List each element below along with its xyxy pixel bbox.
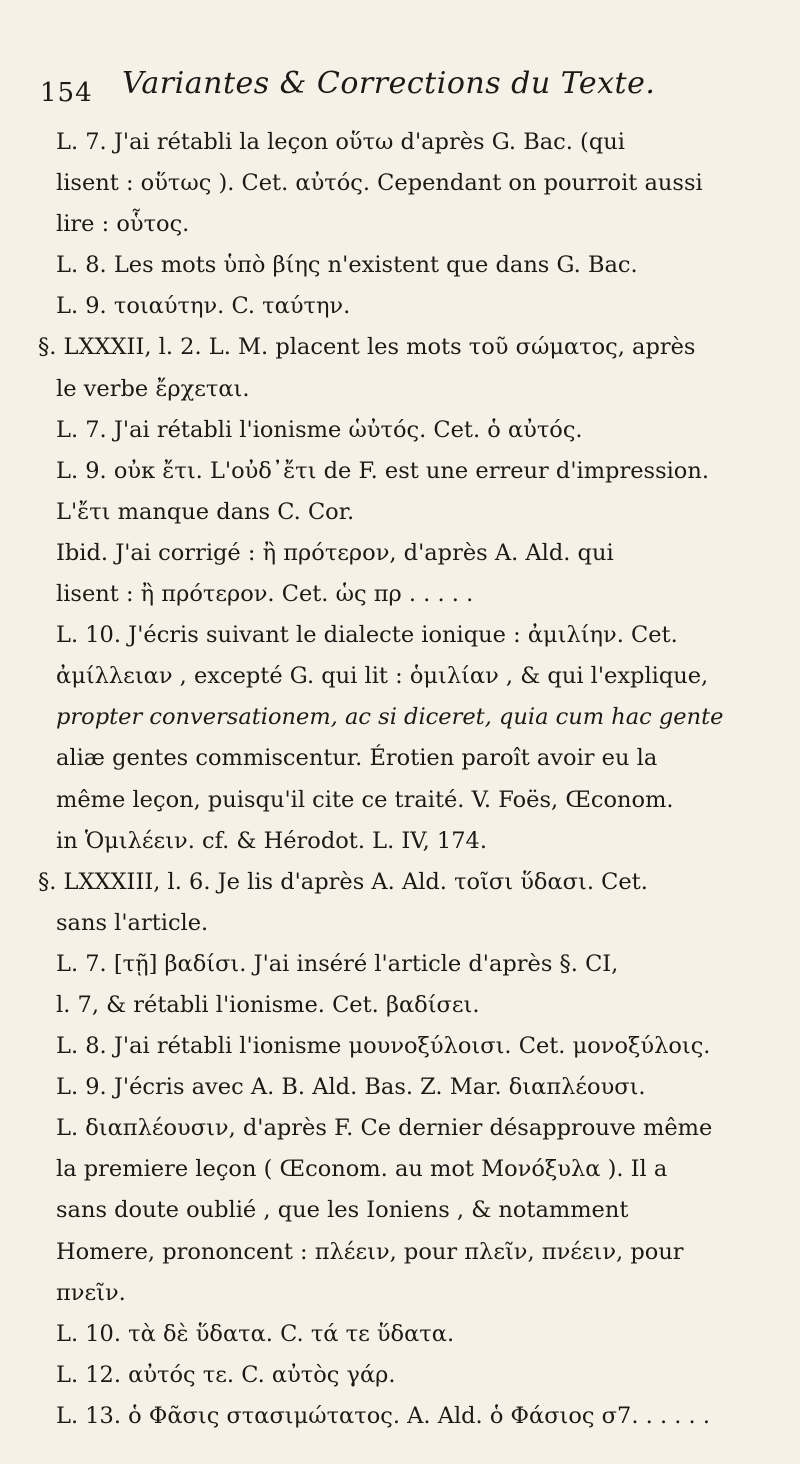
text-line: L. 10. τὰ δὲ ὕδατα. C. τά τε ὕδατα. bbox=[56, 1320, 455, 1347]
text-line: lisent : ἢ πρότερον. Cet. ὡς πρ . . . . . bbox=[56, 581, 474, 608]
text-line: lire : οὗτος. bbox=[56, 211, 190, 238]
text-line: L. 8. Les mots ὑπὸ βίης n'existent que dans G. Bac. bbox=[56, 252, 638, 279]
text-line: L. 9. τοιαύτην. C. ταύτην. bbox=[56, 293, 351, 320]
text-line: Ibid. J'ai corrigé : ἢ πρότερον, d'après A. Ald. qui bbox=[56, 539, 614, 566]
text-line: aliæ gentes commiscentur. Érotien paroît avoir eu la bbox=[56, 745, 658, 772]
page-header bbox=[40, 58, 760, 108]
text-line: ἀμίλλειαν , excepté G. qui lit : ὁμιλίαν , & qui l'explique, bbox=[56, 663, 709, 690]
body-text bbox=[38, 122, 756, 1437]
page-number: 154 bbox=[40, 78, 93, 108]
text-line: même leçon, puisqu'il cite ce traité. V. Foës, Œconom. bbox=[56, 786, 674, 813]
text-line: le verbe ἔρχεται. bbox=[56, 375, 250, 402]
text-line: L. 12. αὐτός τε. C. αὐτὸς γάρ. bbox=[56, 1361, 396, 1388]
text-line: L. 8. J'ai rétabli l'ionisme μουνοξύλοισι. Cet. μονοξύλοις. bbox=[56, 1033, 711, 1060]
text-line: L. 10. J'écris suivant le dialecte ionique : ἀμιλίην. Cet. bbox=[56, 622, 678, 649]
text-line: in Ὁμιλέειν. cf. & Hérodot. L. IV, 174. bbox=[56, 827, 487, 854]
text-line: L. 13. ὁ Φᾶσις στασιμώτατος. A. Ald. ὁ Φάσιος σ7. . . . . . bbox=[56, 1402, 711, 1429]
text-line: la premiere leçon ( Œconom. au mot Μονόξυλα ). Il a bbox=[56, 1156, 668, 1183]
text-line: L. διαπλέουσιν, d'après F. Ce dernier désapprouve même bbox=[56, 1115, 713, 1142]
text-line: Homere, prononcent : πλέειν, pour πλεῖν, πνέειν, pour bbox=[56, 1238, 684, 1265]
text-line: §. LXXXII, l. 2. L. M. placent les mots τοῦ σώματος, après bbox=[38, 334, 696, 361]
running-title: Variantes & Corrections du Texte. bbox=[122, 66, 656, 101]
text-line: L. 7. J'ai rétabli l'ionisme ὡὐτός. Cet. ὁ αὐτός. bbox=[56, 416, 583, 443]
text-line: l. 7, & rétabli l'ionisme. Cet. βαδίσει. bbox=[56, 991, 480, 1018]
text-line: L. 7. J'ai rétabli la leçon οὕτω d'après G. Bac. (qui bbox=[56, 129, 625, 155]
text-line: L. 7. [τῇ] βαδίσι. J'ai inséré l'article d'après §. CI, bbox=[56, 950, 619, 977]
text-line: lisent : οὕτως ). Cet. αὐτός. Cependant on pourroit aussi bbox=[56, 170, 703, 197]
text-line: propter conversationem, ac si diceret, quia cum hac gente bbox=[56, 704, 724, 731]
text-line: L. 9. J'écris avec A. B. Ald. Bas. Z. Mar. διαπλέουσι. bbox=[56, 1074, 646, 1101]
text-line: sans l'article. bbox=[56, 909, 209, 936]
text-line: §. LXXXIII, l. 6. Je lis d'après A. Ald. τοῖσι ὕδασι. Cet. bbox=[38, 868, 648, 895]
text-line: L'ἔτι manque dans C. Cor. bbox=[56, 498, 355, 525]
text-line: πνεῖν. bbox=[56, 1279, 126, 1306]
text-line: L. 9. οὐκ ἔτι. L'οὐδ᾽ἔτι de F. est une erreur d'impression. bbox=[56, 457, 709, 484]
text-line: sans doute oublié , que les Ioniens , & notamment bbox=[56, 1197, 629, 1224]
